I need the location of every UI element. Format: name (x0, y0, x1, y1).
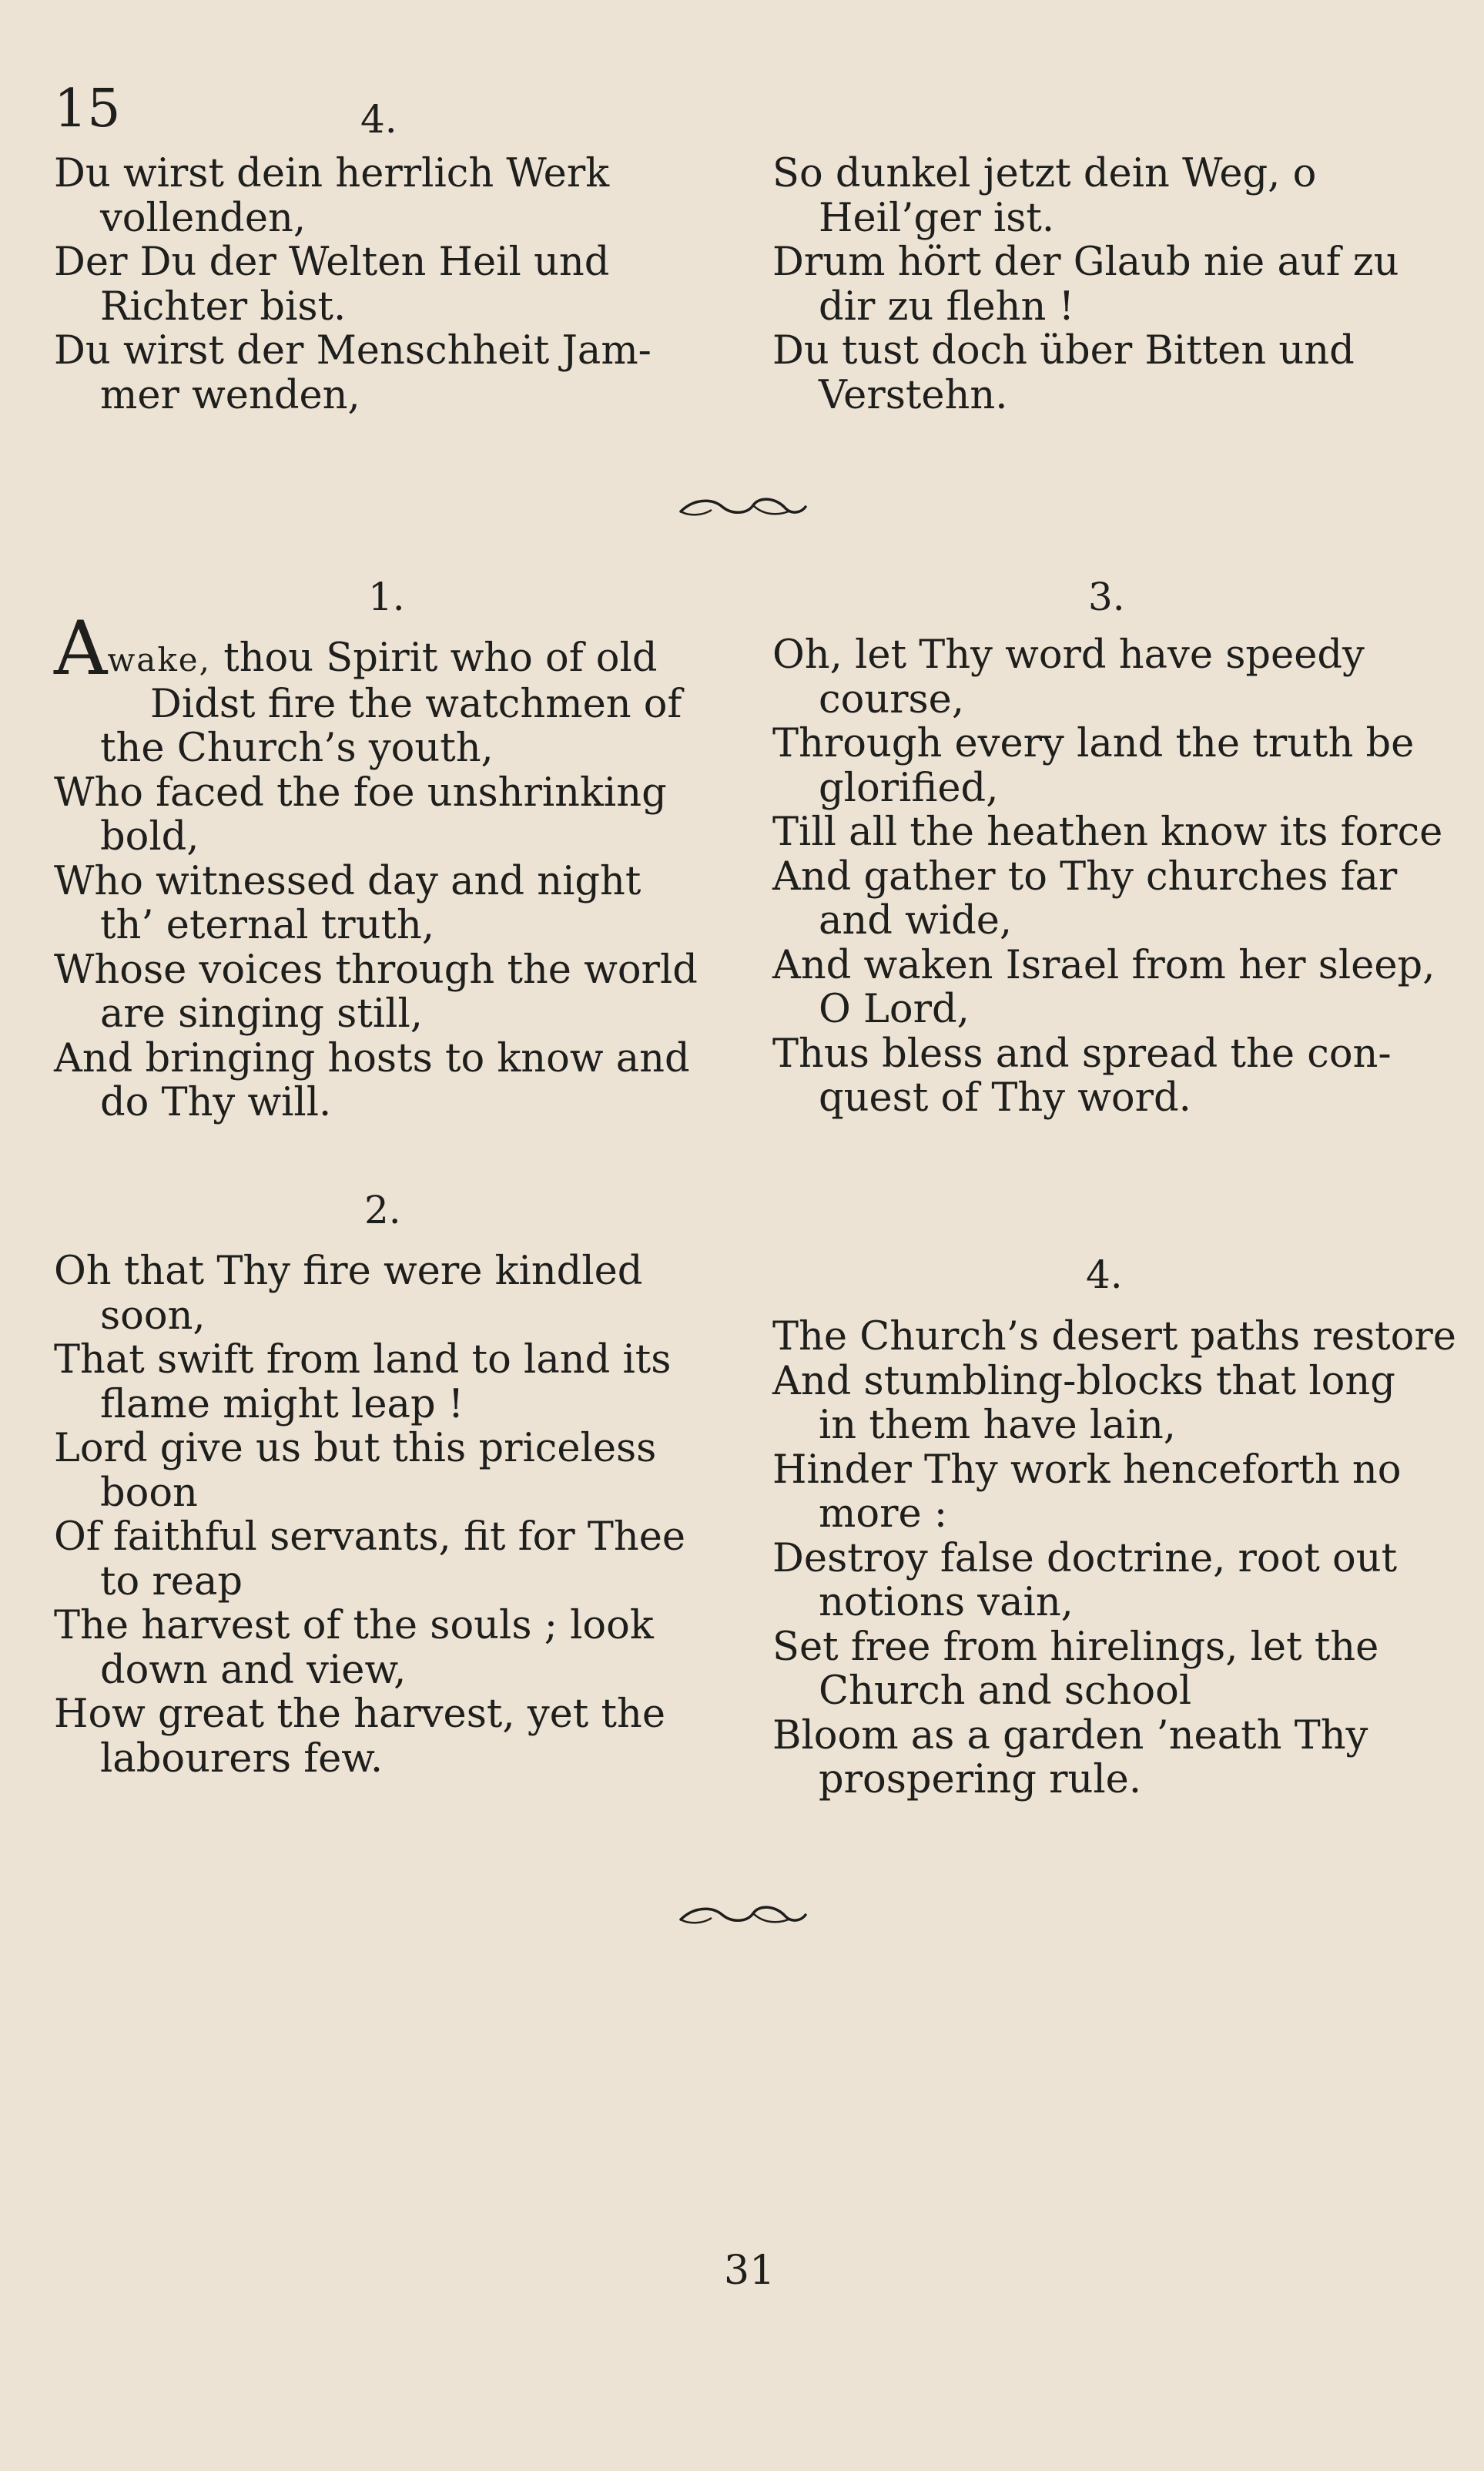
verse-line: Hinder Thy work henceforth no more : (772, 1447, 1402, 1537)
verse-line: Du wirst dein herrlich Werk vollenden, (54, 151, 610, 241)
verse-line: Till all the heathen know its force (772, 810, 1443, 855)
verse-line: Bloom as a garden ’neath Thy prospering rule. (772, 1712, 1368, 1802)
verse-4 (772, 1315, 1456, 1802)
verse-line: Drum hört der Glaub nie auf zu dir zu flehn ! (772, 240, 1399, 330)
verse-line: Oh that Thy fire were kindled soon, (54, 1249, 643, 1339)
verse-2 (54, 1249, 685, 1781)
verse-line: How great the harvest, yet the labourers few. (54, 1691, 666, 1782)
verse-line: Du tust doch über Bitten und Verstehn. (772, 328, 1355, 418)
verse-line: the Church’s youth, (100, 726, 494, 771)
verse-line: And bringing hosts to know and do Thy will. (54, 1035, 690, 1125)
page-number: 31 (724, 2248, 775, 2294)
drop-cap: A (54, 605, 108, 692)
verse-line: And gather to Thy churches far and wide, (772, 853, 1398, 944)
verse-line: Of faithful servants, fit for Thee to reap (54, 1514, 686, 1604)
german-verse-left (54, 152, 652, 417)
verse-number-4: 4. (1086, 1252, 1123, 1297)
flourish-ornament-icon (676, 1901, 809, 1929)
verse-number-3: 3. (1088, 575, 1125, 619)
verse-line: Du wirst der Menschheit Jam- mer wenden, (54, 328, 652, 418)
verse-number-2: 2. (364, 1188, 401, 1232)
verse-line: The harvest of the souls ; look down and view, (54, 1603, 654, 1693)
verse-line: Who faced the foe unshrinking bold, (54, 769, 667, 860)
verse-line: Who witnessed day and night th’ eternal truth, (54, 858, 642, 948)
verse-line: Set free from hirelings, let the Church and school (772, 1624, 1379, 1714)
hymn-number: 15 (54, 79, 121, 139)
verse-line: That swift from land to land its flame might leap ! (54, 1337, 672, 1427)
verse-line: Through every land the truth be glorified, (772, 721, 1415, 811)
flourish-ornament-icon (676, 493, 809, 521)
verse-line: So dunkel jetzt dein Weg, o Heil’ger ist. (772, 151, 1317, 241)
verse-line: And waken Israel from her sleep, O Lord, (772, 942, 1435, 1032)
verse-line: Der Du der Welten Heil und Richter bist. (54, 240, 610, 330)
verse-number-1: 1. (368, 575, 405, 619)
verse-line: Lord give us but this priceless boon (54, 1426, 657, 1516)
german-verse-right (772, 152, 1399, 417)
verse-line: And stumbling-blocks that long in them have lain, (772, 1358, 1395, 1448)
verse-line: Awake, thou Spirit who of old Didst fire the watchmen of (54, 605, 682, 727)
verse-line: Thus bless and spread the con- quest of Thy word. (772, 1031, 1392, 1121)
verse-1 (54, 605, 698, 1125)
verse-line: Whose voices through the world are singing still, (54, 947, 698, 1037)
german-verse-number: 4. (360, 97, 397, 142)
verse-line: The Church’s desert paths restore (772, 1314, 1456, 1360)
verse-line: Oh, let Thy word have speedy course, (772, 632, 1365, 723)
verse-3 (772, 633, 1442, 1121)
verse-line: Destroy false doctrine, root out notions vain, (772, 1535, 1398, 1625)
